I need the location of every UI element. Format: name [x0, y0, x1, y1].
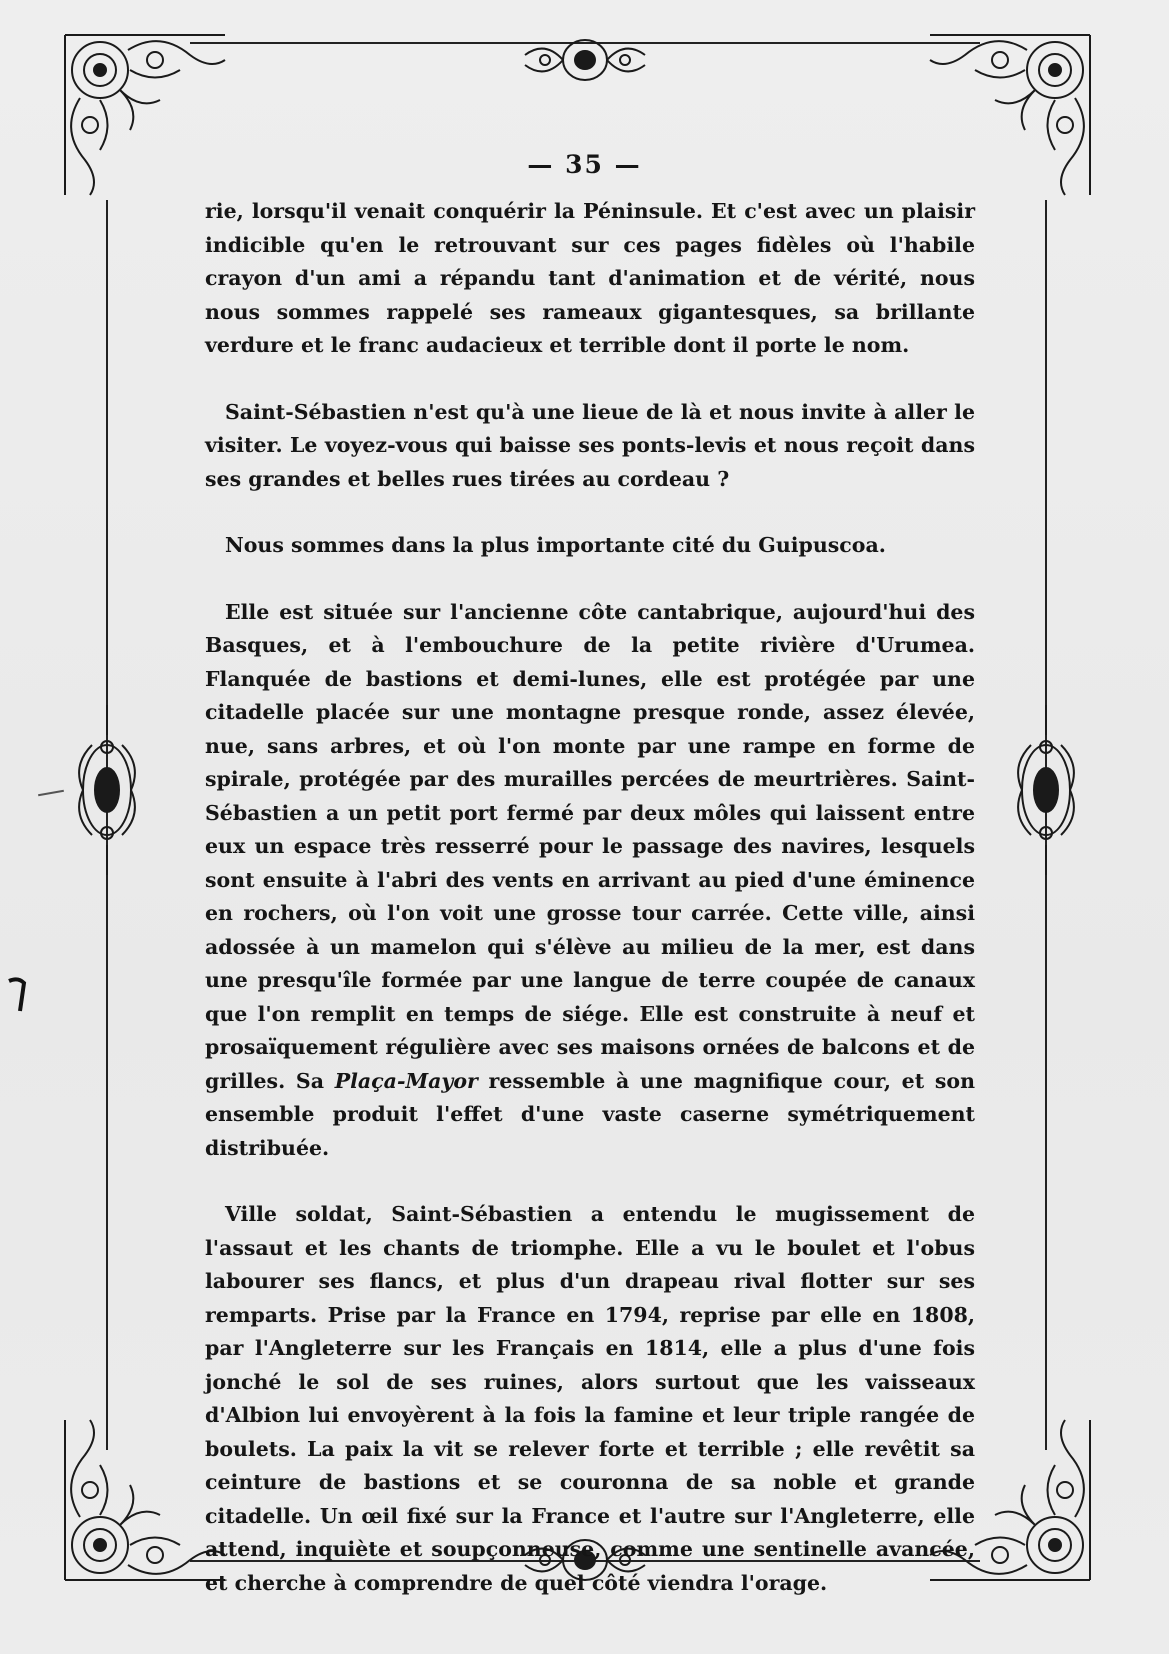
- margin-mark: [38, 790, 64, 796]
- paragraph-2: Saint-Sébastien n'est qu'à une lieue de là et nous invite à aller le visiter. Le voyez-vous qui baisse ses ponts-levis et nous reçoit dans ses grandes et belles rues tirées au cordeau ?: [205, 399, 975, 491]
- center-ornament-right-icon: [1016, 705, 1076, 875]
- paragraph-5: Ville soldat, Saint-Sébastien a entendu le mugissement de l'assaut et les chants de triomphe. Elle a vu le boulet et l'obus labourer ses flancs, et plus d'un drapeau rival flotter sur ses remparts. Prise par la France en 1794, reprise par elle en 1808, par l'Angleterre sur les Français en 1814, elle a plus d'une fois jonché le sol de ses ruines, alors surtout que les vaisseaux d'Albion lui envoyèrent à la fois la famine et leur triple rangée de boulets. La paix la vit se relever forte et terrible ; elle revêtit sa ceinture de bastions et se couronna de sa noble et grande citadelle. Un œil fixé sur la France et l'autre sur l'Angleterre, elle attend, inquiète et soupçonneuse, comme une sentinelle avancée, et cherche à comprendre de quel côté viendra l'orage.: [205, 1202, 975, 1595]
- page-number: — 35 —: [527, 150, 642, 179]
- paragraph-1: rie, lorsqu'il venait conquérir la Péninsule. Et c'est avec un plaisir indicible qu'en le retrouvant sur ces pages fidèles où l'habile crayon d'un ami a répandu tant d'animation et de vérité, nous nous sommes rappelé ses rameaux gigantesques, sa brillante verdure et le franc audacieux et terrible dont il porte le nom.: [205, 199, 975, 357]
- paragraph-4-part-1: Elle est située sur l'ancienne côte cantabrique, aujourd'hui des Basques, et à l'embouchure de la petite rivière d'Urumea. Flanquée de bastions et demi-lunes, elle est protégée par une citadelle placée sur une montagne presque ronde, assez élevée, nue, sans arbres, et où l'on monte par une rampe en forme de spirale, protégée par des murailles percées de meurtrières. Saint-Sébastien a un petit port fermé par deux môles qui laissent entre eux un espace très resserré pour le passage des navires, lesquels sont ensuite à l'abri des vents en arrivant au pied d'une éminence en rochers, où l'on voit une grosse tour carrée. Cette ville, ainsi adossée à un mamelon qui s'élève au milieu de la mer, est dans une presqu'île formée par une langue de terre coupée de canaux que l'on remplit en temps de siége. Elle est construite à neuf et prosaïquement régulière avec ses maisons ornées de balcons et de grilles. Sa: [205, 599, 975, 1093]
- center-ornament-left-icon: [77, 705, 137, 875]
- paragraph-4: [205, 596, 975, 1166]
- body-text: [205, 195, 975, 1600]
- placa-mayor-emphasis: Plaça-Mayor: [334, 1068, 478, 1093]
- margin-ink-mark-icon: [6, 975, 28, 1019]
- center-ornament-top-icon: [520, 30, 650, 90]
- paragraph-3: Nous sommes dans la plus importante cité du Guipuscoa.: [225, 533, 886, 557]
- paragraph-4-part-2: ressemble à une magnifique cour, et son ensemble produit l'effet d'une vaste caserne symétriquement distribuée.: [205, 1068, 975, 1160]
